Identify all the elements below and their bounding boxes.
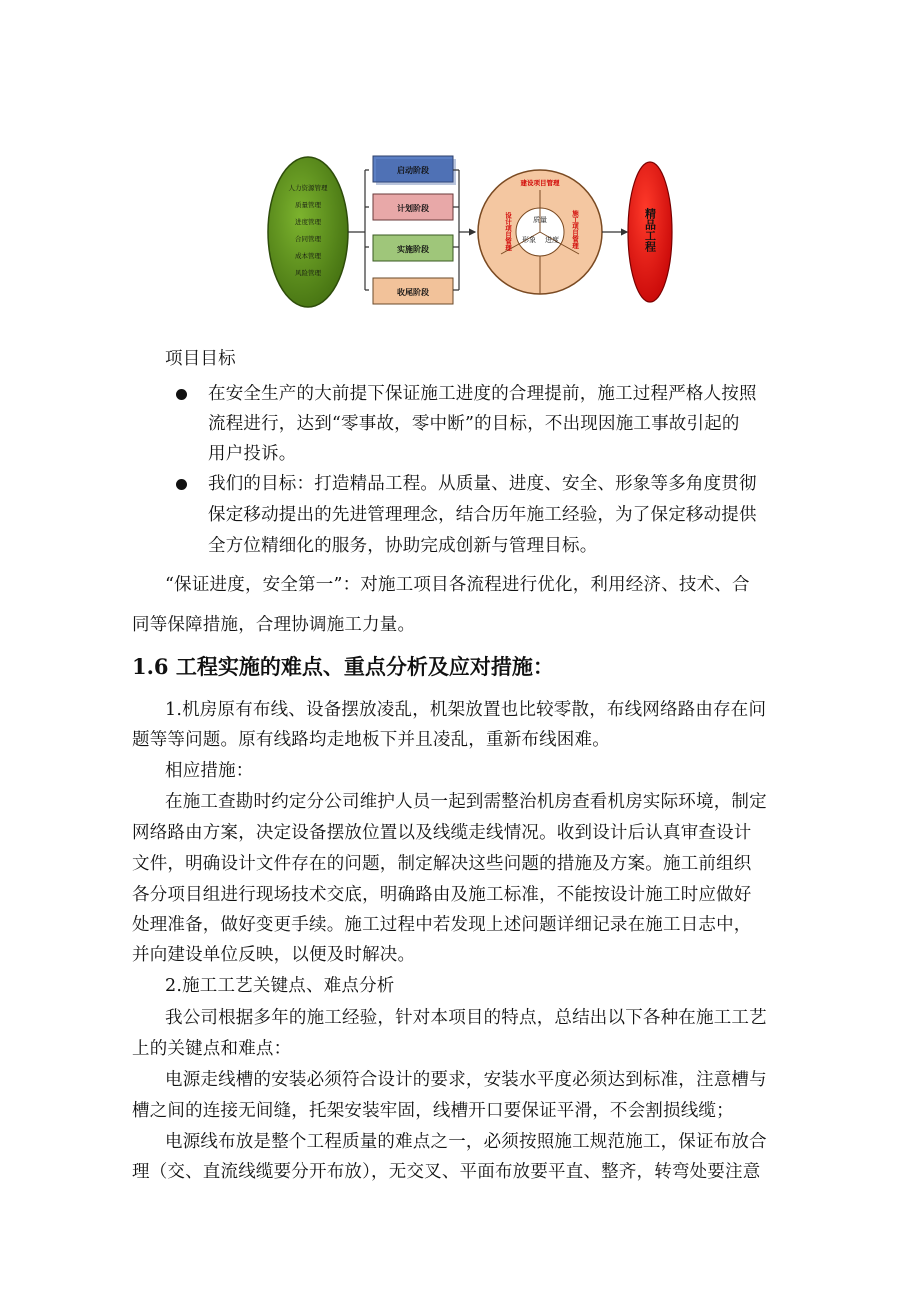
- ellipse-item: 人力资源管理: [288, 184, 328, 192]
- ellipse-item: 进度管理: [295, 218, 321, 226]
- ellipse-item: 成本管理: [295, 252, 321, 260]
- stage-label: 收尾阶段: [397, 288, 429, 297]
- ellipse-item: 风险管理: [295, 269, 321, 277]
- safety-paragraph-line: 同等保障措施，合理协调施工力量。: [132, 615, 416, 635]
- section-heading: 1.6 工程实施的难点、重点分析及应对措施：: [132, 654, 554, 679]
- point2-title: 2.施工工艺关键点、难点分析: [165, 976, 395, 996]
- stage-label: 启动阶段: [397, 166, 429, 175]
- circle-top-label: 建设项目管理: [520, 179, 560, 187]
- project-goal-title: 项目目标: [165, 349, 236, 369]
- management-areas-ellipse: [268, 157, 348, 307]
- measures-line: 各分项目组进行现场技术交底，明确路由及施工标准，不能按设计施工时应做好: [132, 885, 752, 905]
- measures-line: 处理准备，做好变更手续。施工过程中若发现上述问题详细记录在施工日志中，: [132, 915, 752, 935]
- cable-line: 电源线布放是整个工程质量的难点之一，必须按照施工规范施工，保证布放合: [165, 1132, 767, 1152]
- power-line: 槽之间的连接无间缝，托架安装牢固，线槽开口要保证平滑，不会割损线缆；: [132, 1101, 734, 1121]
- safety-paragraph-line: “保证进度，安全第一”：对施工项目各流程进行优化，利用经济、技术、合: [165, 575, 750, 595]
- circle-left-label: 设计项目管理: [504, 212, 512, 251]
- power-line: 电源走线槽的安装必须符合设计的要求，安装水平度必须达到标准，注意槽与: [165, 1070, 767, 1090]
- circle-right-label: 施工项目管理: [571, 210, 579, 249]
- circle-inner-progress: 进度: [545, 236, 559, 244]
- bullet1-line: 用户投诉。: [208, 444, 297, 464]
- bullet2-line: 保定移动提出的先进管理理念，结合历年施工经验，为了保定移动提供: [208, 505, 757, 525]
- stage-label: 计划阶段: [397, 204, 429, 213]
- bullet2-line: 我们的目标：打造精品工程。从质量、进度、安全、形象等多角度贯彻: [208, 474, 757, 494]
- ellipse-item: 质量管理: [295, 201, 321, 209]
- project-management-diagram: [265, 150, 675, 315]
- bullet-dot: [176, 479, 187, 490]
- circle-inner-quality: 质量: [533, 216, 547, 224]
- measures-line: 并向建设单位反映，以便及时解决。: [132, 945, 416, 965]
- point2-line: 我公司根据多年的施工经验，针对本项目的特点，总结出以下各种在施工工艺: [165, 1008, 767, 1028]
- point2-line: 上的关键点和难点：: [132, 1039, 292, 1059]
- bullet-dot: [176, 389, 187, 400]
- bullet1-line: 在安全生产的大前提下保证施工进度的合理提前，施工过程严格人按照: [208, 384, 757, 404]
- circle-inner-image: 形象: [522, 236, 536, 244]
- cable-line: 理（交、直流线缆要分开布放），无交叉、平面布放要平直、整齐，转弯处要注意: [132, 1162, 761, 1182]
- paragraph-line: 题等等问题。原有线路均走地板下并且凌乱，重新布线困难。: [132, 730, 610, 750]
- bullet2-line: 全方位精细化的服务，协助完成创新与管理目标。: [208, 536, 598, 556]
- ellipse-item: 合同管理: [295, 235, 321, 243]
- measures-line: 在施工查勘时约定分公司维护人员一起到需整治机房查看机房实际环境，制定: [165, 792, 767, 812]
- result-label: 精品工程: [643, 208, 657, 252]
- measures-title: 相应措施：: [165, 761, 254, 781]
- measures-line: 网络路由方案，决定设备摆放位置以及线缆走线情况。收到设计后认真审查设计: [132, 823, 752, 843]
- stage-label: 实施阶段: [397, 245, 429, 254]
- bullet1-line: 流程进行，达到“零事故，零中断”的目标，不出现因施工事故引起的: [208, 414, 740, 434]
- paragraph-line: 1.机房原有布线、设备摆放凌乱，机架放置也比较零散，布线网络路由存在问: [165, 700, 767, 720]
- diagram-svg: [265, 150, 675, 315]
- measures-line: 文件，明确设计文件存在的问题，制定解决这些问题的措施及方案。施工前组织: [132, 854, 752, 874]
